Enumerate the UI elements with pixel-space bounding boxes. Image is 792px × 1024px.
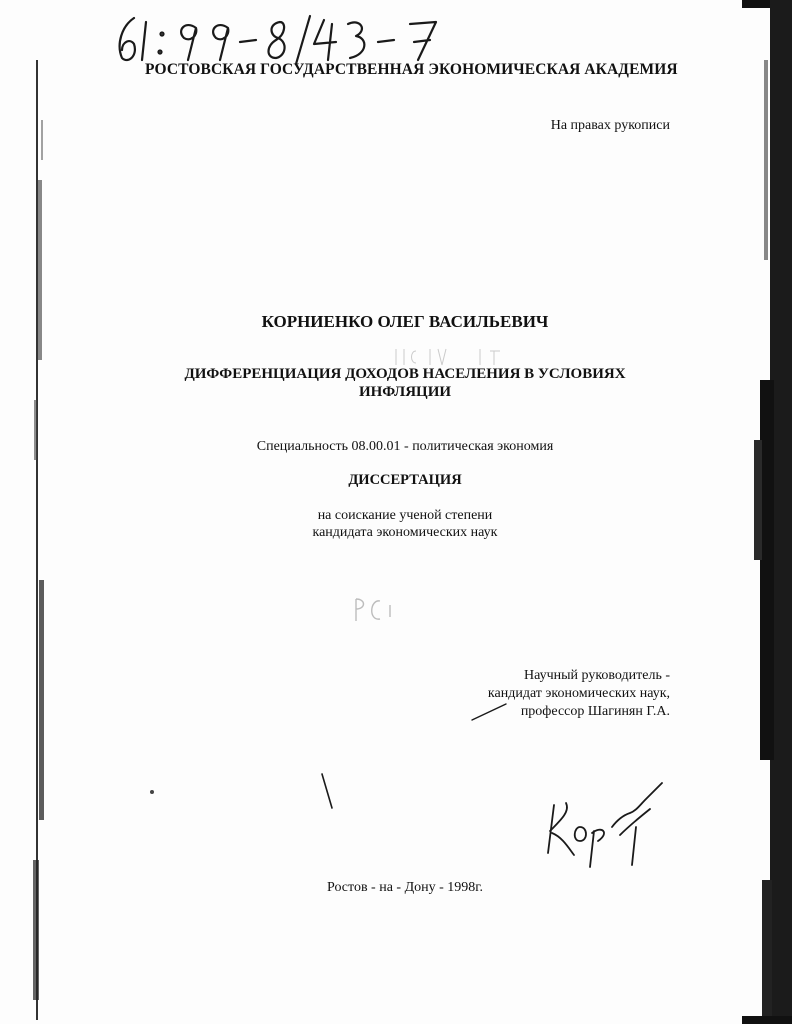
document-type: ДИССЕРТАЦИЯ bbox=[348, 472, 462, 488]
faint-bleed-through-mark-2 bbox=[350, 595, 410, 625]
pen-tick-mark bbox=[318, 772, 338, 812]
pen-stroke-mark bbox=[470, 700, 510, 724]
supervisor-line-1: Научный руководитель - bbox=[523, 668, 670, 683]
scan-edge-right bbox=[742, 0, 792, 1024]
supervisor-line-2: кандидат экономических наук, bbox=[487, 686, 670, 701]
degree-line-2: кандидата экономических наук bbox=[312, 525, 498, 540]
author-name: КОРНИЕНКО ОЛЕГ ВАСИЛЬЕВИЧ bbox=[261, 312, 549, 331]
scan-edge-left bbox=[30, 60, 48, 1020]
dissertation-title-line-2: ИНФЛЯЦИИ bbox=[358, 384, 452, 400]
handwritten-archive-number bbox=[110, 8, 490, 68]
degree-line-1: на соискание ученой степени bbox=[317, 508, 493, 523]
supervisor-line-3: профессор Шагинян Г.А. bbox=[520, 704, 670, 719]
place-and-year: Ростов - на - Дону - 1998г. bbox=[327, 880, 483, 895]
rights-note: На правах рукописи bbox=[550, 118, 670, 133]
archive-number-handwriting-icon bbox=[110, 8, 490, 68]
academy-name: РОСТОВСКАЯ ГОСУДАРСТВЕННАЯ ЭКОНОМИЧЕСКАЯ АКАДЕМИЯ bbox=[145, 61, 678, 78]
specialty-line: Специальность 08.00.01 - политическая экономия bbox=[256, 439, 554, 454]
ink-dot bbox=[150, 790, 154, 794]
dissertation-title-line-1: ДИФФЕРЕНЦИАЦИЯ ДОХОДОВ НАСЕЛЕНИЯ В УСЛОВИЯХ bbox=[184, 366, 626, 382]
author-signature bbox=[540, 775, 670, 870]
